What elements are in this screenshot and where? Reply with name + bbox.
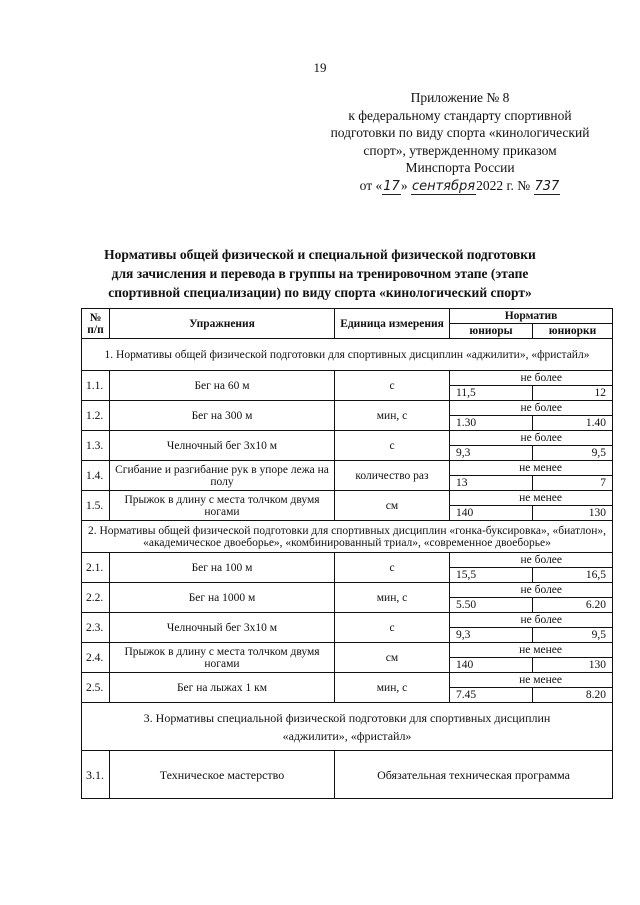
- row-qualifier: не менее: [450, 491, 613, 506]
- row-exercise: Бег на 1000 м: [110, 583, 335, 613]
- header-juniors-f: юниорки: [533, 324, 613, 339]
- row-unit: см: [335, 491, 450, 521]
- row-qualifier: не более: [450, 613, 613, 628]
- value-juniors-f: 7: [533, 476, 613, 491]
- section-title: 1. Нормативы общей физической подготовки для спортивных дисциплин «аджилити», «фристайл»: [82, 339, 613, 371]
- row-unit: количество раз: [335, 461, 450, 491]
- document-title: [60, 245, 580, 302]
- row-unit: с: [335, 431, 450, 461]
- row-unit: мин, с: [335, 401, 450, 431]
- norms-table: [81, 308, 613, 799]
- value-juniors-f: 6.20: [533, 598, 613, 613]
- handwritten-order-number: 737: [534, 178, 560, 194]
- appendix-date-line: [300, 177, 620, 195]
- appendix-line: Минспорта России: [405, 160, 515, 175]
- appendix-block: [300, 89, 620, 195]
- row-exercise: Техническое мастерство: [110, 751, 335, 799]
- row-norm-text: Обязательная техническая программа: [335, 751, 613, 799]
- value-juniors-f: 12: [533, 386, 613, 401]
- row-exercise: Бег на 300 м: [110, 401, 335, 431]
- row-num: 1.4.: [82, 461, 110, 491]
- row-num: 1.5.: [82, 491, 110, 521]
- value-juniors-f: 9,5: [533, 446, 613, 461]
- header-num: № п/п: [82, 309, 110, 339]
- row-qualifier: не более: [450, 401, 613, 416]
- row-qualifier: не менее: [450, 461, 613, 476]
- value-juniors-m: 7.45: [450, 688, 533, 703]
- value-juniors-m: 9,3: [450, 628, 533, 643]
- date-prefix: от «: [359, 177, 383, 193]
- page-number: 19: [313, 60, 327, 75]
- handwritten-day: 17: [383, 178, 400, 194]
- row-exercise: Челночный бег 3х10 м: [110, 613, 335, 643]
- row-qualifier: не менее: [450, 643, 613, 658]
- value-juniors-f: 130: [533, 506, 613, 521]
- header-norm: Норматив: [450, 309, 613, 324]
- row-exercise: Челночный бег 3х10 м: [110, 431, 335, 461]
- value-juniors-m: 140: [450, 658, 533, 673]
- row-num: 2.3.: [82, 613, 110, 643]
- row-exercise: Прыжок в длину с места толчком двумя ногами: [110, 491, 335, 521]
- value-juniors-f: 9,5: [533, 628, 613, 643]
- header-unit: Единица измерения: [335, 309, 450, 339]
- appendix-line: Приложение № 8: [410, 90, 510, 105]
- title-line: Нормативы общей физической и специальной физической подготовки: [104, 247, 536, 262]
- appendix-line: спорт», утвержденному приказом: [363, 142, 557, 158]
- value-juniors-m: 13: [450, 476, 533, 491]
- value-juniors-m: 140: [450, 506, 533, 521]
- row-qualifier: не более: [450, 371, 613, 386]
- value-juniors-m: 11,5: [450, 386, 533, 401]
- row-qualifier: не менее: [450, 673, 613, 688]
- row-qualifier: не более: [450, 583, 613, 598]
- row-qualifier: не более: [450, 431, 613, 446]
- value-juniors-m: 5.50: [450, 598, 533, 613]
- row-num: 2.1.: [82, 553, 110, 583]
- row-num: 3.1.: [82, 751, 110, 799]
- row-qualifier: не более: [450, 553, 613, 568]
- header-exercise: Упражнения: [110, 309, 335, 339]
- row-num: 2.4.: [82, 643, 110, 673]
- value-juniors-f: 8.20: [533, 688, 613, 703]
- row-num: 2.2.: [82, 583, 110, 613]
- value-juniors-f: 1.40: [533, 416, 613, 431]
- row-exercise: Сгибание и разгибание рук в упоре лежа на полу: [110, 461, 335, 491]
- date-year: 2022 г. №: [476, 177, 531, 193]
- appendix-line: к федеральному стандарту спортивной: [348, 107, 572, 123]
- title-line: спортивной специализации) по виду спорта «кинологический спорт»: [108, 285, 532, 300]
- section-title: 2. Нормативы общей физической подготовки для спортивных дисциплин «гонка-буксировка», «биатлон», «академическое двоеборье», «комбинированный триал», «современное двоеборье»: [82, 521, 613, 553]
- title-line: для зачисления и перевода в группы на тренировочном этапе (этапе: [111, 266, 529, 281]
- value-juniors-f: 130: [533, 658, 613, 673]
- value-juniors-f: 16,5: [533, 568, 613, 583]
- appendix-line: подготовки по виду спорта «кинологический: [330, 125, 590, 140]
- row-unit: мин, с: [335, 673, 450, 703]
- handwritten-month: сентября: [411, 178, 476, 194]
- section-title: 3. Нормативы специальной физической подготовки для спортивных дисциплин «аджилити», «фристайл»: [82, 703, 613, 751]
- row-num: 1.1.: [82, 371, 110, 401]
- row-unit: с: [335, 371, 450, 401]
- row-exercise: Бег на 100 м: [110, 553, 335, 583]
- value-juniors-m: 1.30: [450, 416, 533, 431]
- row-exercise: Прыжок в длину с места толчком двумя ногами: [110, 643, 335, 673]
- row-unit: см: [335, 643, 450, 673]
- value-juniors-m: 15,5: [450, 568, 533, 583]
- row-exercise: Бег на лыжах 1 км: [110, 673, 335, 703]
- row-exercise: Бег на 60 м: [110, 371, 335, 401]
- date-mid: »: [400, 177, 408, 193]
- row-unit: мин, с: [335, 583, 450, 613]
- row-num: 1.2.: [82, 401, 110, 431]
- row-num: 2.5.: [82, 673, 110, 703]
- value-juniors-m: 9,3: [450, 446, 533, 461]
- header-juniors-m: юниоры: [450, 324, 533, 339]
- row-unit: с: [335, 553, 450, 583]
- row-num: 1.3.: [82, 431, 110, 461]
- row-unit: с: [335, 613, 450, 643]
